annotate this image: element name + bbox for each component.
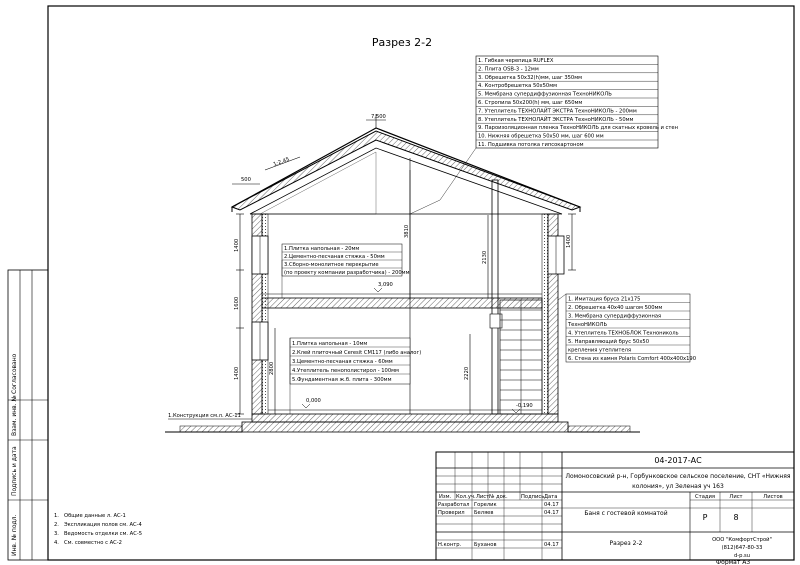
dim-1400-top: 1400 [234, 238, 240, 252]
format-label: Формат А3 [716, 559, 751, 565]
floor2-legend-3: 3.Сборно-монолитное перекрытие [284, 262, 379, 268]
sheet-list-num-2: 2. [54, 522, 59, 528]
level-minus-190: -0,190 [516, 403, 533, 409]
sheet-list-text-2: Экспликация полов см. АС-4 [64, 522, 142, 528]
tb-project-line2: колония», ул Зеленая уч 163 [632, 483, 724, 490]
tb-date-2: 04.17 [544, 510, 559, 516]
tb-company-2: (812)647-80-33 [721, 545, 763, 551]
roof-legend-10: 10. Нижняя обрешетка 50х50 мм, шаг 600 мм [478, 133, 604, 140]
title-block-text [438, 456, 791, 559]
tb-company-1: ООО "КомфортСтрой" [712, 537, 772, 543]
floor1-legend-3: 3.Цементно-песчаная стяжка - 60мм [292, 359, 393, 365]
drawing-title: Разрез 2-2 [371, 36, 433, 49]
dim-overhang: 500 [241, 177, 251, 183]
wall-legend-4: ТехноНИКОЛЬ [568, 322, 608, 328]
tb-date-1: 04.17 [544, 502, 559, 508]
dim-2220: 2220 [464, 366, 470, 380]
sheet-list-num-3: 3. [54, 531, 59, 537]
roof-legend-2: 2. Плита OSB-3 - 12мм [478, 66, 539, 73]
wall-legend-7: крепления утеплителя [568, 347, 632, 354]
dim-1400-right: 1400 [566, 234, 572, 248]
dim-3810: 3810 [404, 224, 410, 238]
stamp-label-sign: Подпись и дата [11, 446, 18, 496]
roof-legend [410, 56, 678, 214]
tb-role-1: Разработал [438, 502, 470, 508]
tb-name-3: Буханов [474, 542, 497, 548]
tb-object-name: Баня с гостевой комнатой [584, 510, 668, 517]
roof-legend-6: 6. Стропила 50х200(h) мм, шаг 650мм [478, 100, 583, 106]
dim-slope: 1:2,45 [272, 156, 291, 168]
tb-stage: Р [702, 513, 708, 522]
stamp-label-inv: Инв. № подл. [11, 514, 18, 556]
floor1-legend-2: 2.Клей плиточный Ceresit CM117 (либо аналог) [292, 350, 422, 356]
tb-project-line1: Ломоносовский р-н, Горбунковское сельское поселение, СНТ «Нижняя [565, 473, 791, 480]
dim-ridge: 7,500 [371, 114, 386, 120]
floor2-legend-4: (по проекту компании разработчика) - 200мм [284, 270, 410, 276]
foundation-note: 1.Конструкция см.л. АС-11 [168, 413, 241, 419]
stamp-label-replace: Взам. инв. № [11, 395, 18, 436]
tb-role-2: Проверил [438, 510, 465, 516]
sheet-list [54, 513, 143, 546]
tb-h-doc: № док. [489, 494, 508, 500]
tb-stage-label: Стадия [695, 494, 715, 500]
wall-legend-5: 4. Утеплитель ТЕХНОБЛОК Технониколь [568, 330, 679, 337]
roof-legend-5: 5. Мембрана супердиффузионная ТехноНИКОЛЬ [478, 91, 612, 98]
tb-sheet-label: Лист [729, 494, 743, 500]
sheet-list-text-3: Ведомость отделки см. АС-5 [64, 531, 143, 537]
roof-legend-3: 3. Обрешетка 50х32(h)мм, шаг 350мм [478, 74, 583, 81]
left-stamp [8, 270, 48, 560]
tb-h-date: Дата [544, 494, 558, 500]
tb-h-kol: Кол.уч. [456, 494, 476, 500]
tb-sheet: 8 [733, 513, 739, 522]
tb-date-3: 04.17 [544, 542, 559, 548]
roof-legend-9: 9. Пароизоляционная пленка ТехноНИКОЛЬ для скатных кровель и стен [478, 125, 679, 132]
dim-2130: 2130 [482, 250, 488, 264]
tb-name-2: Беляев [474, 510, 494, 516]
floor2-legend [282, 244, 410, 298]
roof-legend-4: 4. Контробрешетка 50х50мм [478, 83, 558, 90]
roof-legend-11: 11. Подшивка потолка гипсокартоном [478, 142, 584, 148]
floor2-legend-1: 1.Плитка напольная - 20мм [284, 246, 360, 252]
level-0: 0,000 [306, 398, 321, 404]
roof-legend-7: 7. Утеплитель ТЕХНОЛАЙТ ЭКСТРА ТехноНИКОЛЬ - 200мм [478, 108, 637, 115]
wall-legend [558, 294, 696, 362]
sheet-list-num-1: 1. [54, 513, 59, 519]
tb-company-3: d-p.su [733, 553, 751, 559]
sheet-list-num-4: 4. [54, 540, 59, 546]
tb-h-list: Лист [476, 494, 490, 500]
tb-sheet-name: Разрез 2-2 [609, 540, 643, 547]
tb-role-3: Н.контр. [438, 542, 462, 548]
floor2-legend-2: 2.Цементно-песчаная стяжка - 50мм [284, 254, 385, 260]
sheet-list-text-1: Общие данные л. АС-1 [64, 513, 126, 519]
stamp-label-agreed: Согласовано [11, 353, 18, 394]
tb-code: 04-2017-АС [654, 456, 702, 465]
roof [232, 128, 580, 214]
wall-legend-3: 3. Мембрана супердиффузионная [568, 313, 662, 320]
sheet-list-text-4: См. совместно с АС-2 [64, 540, 122, 546]
wall-legend-8: 6. Стена из камня Polaris Comfort 400х400х190 [568, 356, 696, 362]
dim-1400-bot: 1400 [234, 366, 240, 380]
floor1-legend-5: 5.Фундаментная ж.б. плита - 300мм [292, 377, 392, 383]
wall-legend-6: 5. Направляющий брус 50х50 [568, 339, 650, 345]
floor1-legend-1: 1.Плитка напольная - 10мм [292, 341, 368, 347]
tb-sheets-label: Листов [763, 494, 783, 500]
tb-h-izm: Изм. [439, 494, 452, 500]
dim-2800: 2800 [269, 361, 275, 375]
wall-legend-1: 1. Имитация бруса 21х175 [568, 296, 641, 303]
roof-legend-1: 1. Гибкая черепица RUFLEX [478, 58, 554, 64]
tb-h-sign: Подпись [521, 494, 545, 500]
dim-1600: 1600 [234, 296, 240, 310]
level-3090: 3,090 [378, 282, 393, 288]
wall-legend-2: 2. Обрешетка 40х40 шагом 500мм [568, 305, 663, 311]
roof-legend-8: 8. Утеплитель ТЕХНОЛАЙТ ЭКСТРА ТехноНИКОЛЬ - 50мм [478, 116, 634, 123]
tb-name-1: Горелик [474, 502, 497, 508]
floor1-legend-4: 4.Утеплитель пенополистирол - 100мм [292, 368, 399, 374]
